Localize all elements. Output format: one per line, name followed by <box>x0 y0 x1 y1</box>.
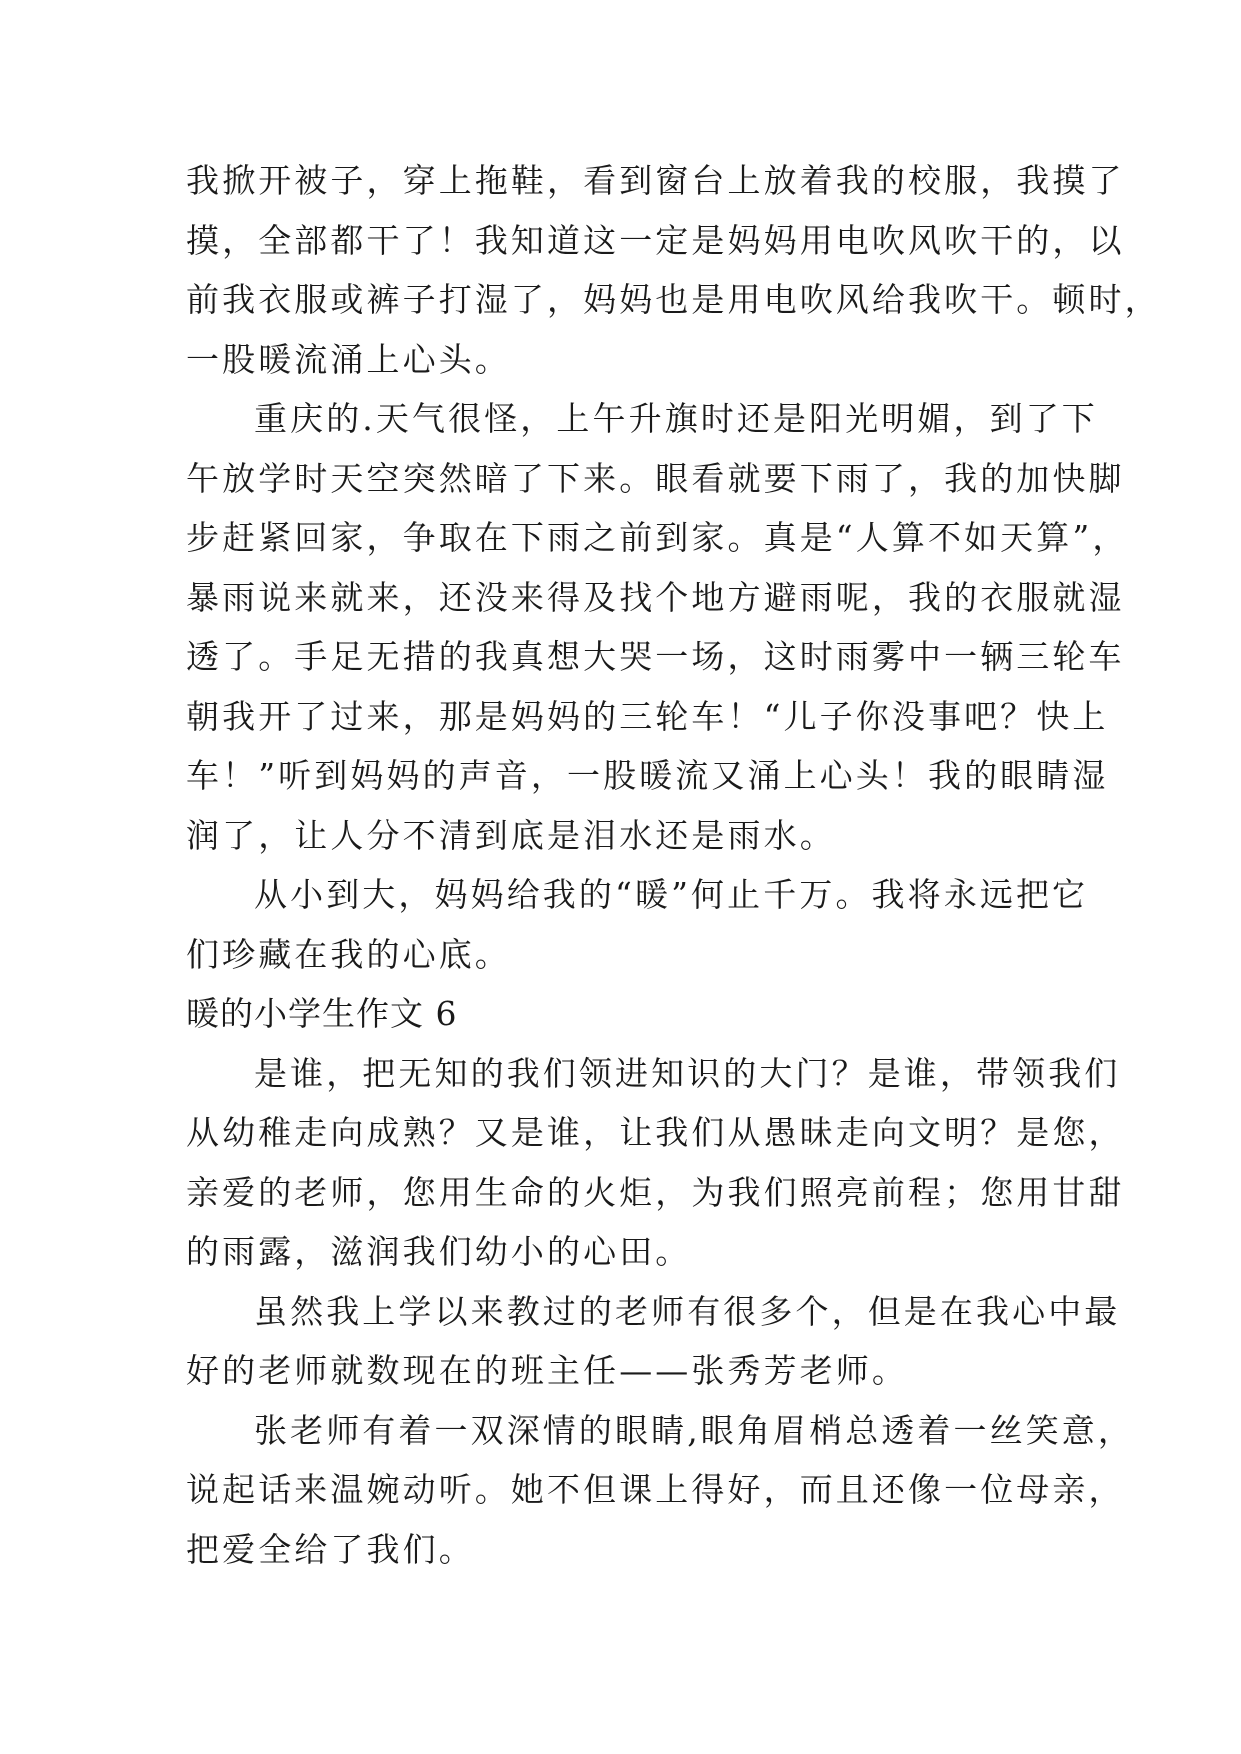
text-line: 张老师有着一双深情的眼睛,眼角眉梢总透着一丝笑意， <box>254 1410 1134 1450</box>
text-line: 把爱全给了我们。 <box>186 1529 475 1569</box>
text-line: 的雨露，滋润我们幼小的心田。 <box>186 1232 692 1271</box>
text-line: 虽然我上学以来教过的老师有很多个，但是在我心中最 <box>254 1291 1121 1331</box>
text-line: 摸，全部都干了！我知道这一定是妈妈用电吹风吹干的，以 <box>186 220 1125 260</box>
text-line: 亲爱的老师，您用生命的火炬，为我们照亮前程；您用甘甜 <box>186 1172 1125 1212</box>
heading-text: 暖的小学生作文 6 <box>186 994 458 1033</box>
text-line: 是谁，把无知的我们领进知识的大门？是谁，带领我们 <box>254 1053 1121 1093</box>
text-line: 们珍藏在我的心底。 <box>186 934 511 974</box>
section-heading <box>186 984 1066 1044</box>
text-line: 前我衣服或裤子打湿了，妈妈也是用电吹风给我吹干。顿时， <box>186 280 1161 319</box>
text-line: 好的老师就数现在的班主任——张秀芳老师。 <box>186 1351 908 1390</box>
text-line: 暴雨说来就来，还没来得及找个地方避雨呢，我的衣服就湿 <box>186 577 1125 617</box>
text-line: 透了。手足无措的我真想大哭一场，这时雨雾中一辆三轮车 <box>186 637 1125 676</box>
text-line: 重庆的.天气很怪，上午升旗时还是阳光明媚，到了下 <box>254 399 1098 438</box>
text-line: 一股暖流涌上心头。 <box>186 339 511 379</box>
text-line: 步赶紧回家，争取在下雨之前到家。真是“人算不如天算”， <box>186 518 1129 557</box>
text-line: 从小到大，妈妈给我的“暖”何止千万。我将永远把它 <box>254 875 1089 914</box>
paragraph <box>186 1044 1125 1282</box>
paragraph <box>186 151 1161 389</box>
text-line: 说起话来温婉动听。她不但课上得好，而且还像一位母亲， <box>186 1470 1125 1509</box>
text-line: 我掀开被子，穿上拖鞋，看到窗台上放着我的校服，我摸了 <box>186 161 1125 200</box>
text-line: 润了，让人分不清到底是泪水还是雨水。 <box>186 815 836 855</box>
paragraph <box>186 865 1089 984</box>
text-line: 从幼稚走向成熟？又是谁，让我们从愚昧走向文明？是您， <box>186 1113 1125 1152</box>
paragraph <box>186 1401 1134 1580</box>
paragraph <box>186 389 1129 865</box>
article-body <box>186 151 1161 1579</box>
paragraph <box>186 1282 1121 1401</box>
text-line: 朝我开了过来，那是妈妈的三轮车！“儿子你没事吧？快上 <box>186 696 1109 736</box>
text-line: 车！”听到妈妈的声音，一股暖流又涌上心头！我的眼睛湿 <box>186 756 1109 795</box>
text-line: 午放学时天空突然暗了下来。眼看就要下雨了，我的加快脚 <box>186 458 1125 498</box>
